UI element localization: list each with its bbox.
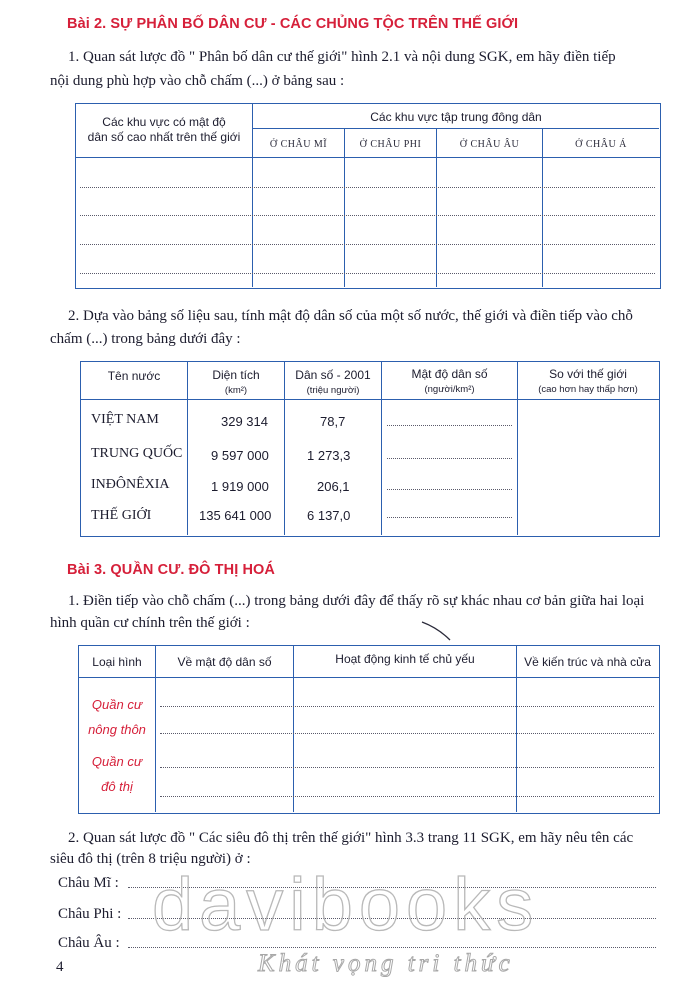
bai2-q2-line1: 2. Dựa vào bảng số liệu sau, tính mật độ dân số của một số nước, thế giới và điền tiếp vào chỗ <box>68 308 633 324</box>
table2-header-density-label: Mật độ dân số <box>411 367 488 381</box>
country-pop: 206,1 <box>317 479 350 494</box>
table2-header-density <box>382 367 517 397</box>
table1-vline <box>344 128 345 287</box>
bai2-q2-line2: chấm (...) trong bảng dưới đây : <box>50 331 241 347</box>
bai3-q1-line2: hình quần cư chính trên thế giới : <box>50 615 250 631</box>
table3-header-economy: Hoạt động kinh tế chủ yếu <box>335 652 475 666</box>
bai3-q1-line1: 1. Điền tiếp vào chỗ chấm (...) trong bảng dưới đây để thấy rõ sự khác nhau cơ bản giữa hai loại <box>68 593 645 609</box>
answer-label-chau-mi: Châu Mĩ : <box>58 875 119 891</box>
density-answer-line[interactable] <box>387 458 512 459</box>
answer-line[interactable] <box>80 273 655 274</box>
bai2-q1-line2: nội dung phù hợp vào chỗ chấm (...) ở bảng sau : <box>50 73 345 89</box>
answer-line[interactable] <box>80 244 655 245</box>
answer-line[interactable] <box>80 187 655 188</box>
table3-header-density: Về mật độ dân số <box>177 655 272 669</box>
country-area: 135 641 000 <box>199 508 272 523</box>
table3-header-type: Loại hình <box>92 655 142 669</box>
table2-header-area-label: Diện tích <box>212 368 260 382</box>
table3-header-architecture: Về kiến trúc và nhà cửa <box>524 655 651 669</box>
table1-header-line <box>75 157 660 158</box>
density-answer-line[interactable] <box>387 517 512 518</box>
table1-vline <box>252 103 253 287</box>
table1-col-chau-phi: Ở CHÂU PHI <box>359 139 422 150</box>
table2-header-compare <box>518 367 658 397</box>
pointer-mark <box>420 618 454 644</box>
watermark-slogan: Khát vọng tri thức <box>258 950 514 977</box>
table2-header-pop <box>285 368 381 398</box>
table1-col1-header-line2: dân số cao nhất trên thế giới <box>87 130 241 144</box>
watermark-brand: davibooks <box>152 863 540 946</box>
table3-vline <box>516 645 517 812</box>
bai2-q1-line1: 1. Quan sát lược đồ " Phân bố dân cư thế giới" hình 2.1 và nội dung SGK, em hãy điền tiếp <box>68 49 616 65</box>
rural-label-line2: nông thôn <box>88 722 146 737</box>
country-name: TRUNG QUỐC <box>91 446 183 461</box>
table1-col1-header <box>76 115 252 145</box>
table2-header-area <box>188 368 284 398</box>
answer-label-chau-au: Châu Âu : <box>58 935 120 951</box>
country-pop: 78,7 <box>320 414 346 429</box>
country-pop: 1 273,3 <box>307 448 351 463</box>
country-pop: 6 137,0 <box>307 508 351 523</box>
table2-header-name: Tên nước <box>107 369 161 383</box>
bai3-q2-line2: siêu đô thị (trên 8 triệu người) ở : <box>50 851 251 867</box>
answer-line[interactable] <box>80 215 655 216</box>
country-name: INĐÔNÊXIA <box>91 477 170 492</box>
urban-label-line1: Quần cư <box>91 754 143 769</box>
urban-settlement-label <box>79 749 155 799</box>
table2-header-area-unit: (km²) <box>224 385 248 396</box>
answer-line[interactable] <box>160 733 654 734</box>
table2-header-compare-label: So với thế giới <box>549 367 627 381</box>
density-answer-line[interactable] <box>387 425 512 426</box>
table1-vline <box>436 128 437 287</box>
bai3-q2-line1: 2. Quan sát lược đồ " Các siêu đô thị trên thế giới" hình 3.3 trang 11 SGK, em hãy nêu tên các <box>68 830 634 846</box>
answer-line[interactable] <box>160 796 654 797</box>
table1-col1-header-line1: Các khu vực có mật độ <box>102 115 226 129</box>
table2-header-pop-label: Dân số - 2001 <box>295 368 371 382</box>
table2-header-line <box>80 399 659 400</box>
table2-header-compare-unit: (cao hơn hay thấp hơn) <box>538 384 638 395</box>
country-name: VIỆT NAM <box>91 412 159 427</box>
answer-line[interactable] <box>160 706 654 707</box>
table2-header-density-unit: (người/km²) <box>424 384 475 395</box>
table3-header-line <box>78 677 659 678</box>
table3-border <box>78 645 660 814</box>
rural-label-line1: Quần cư <box>91 697 143 712</box>
density-answer-line[interactable] <box>387 489 512 490</box>
bai3-title: Bài 3. QUẦN CƯ. ĐÔ THỊ HOÁ <box>67 562 275 578</box>
bai2-title: Bài 2. SỰ PHÂN BỐ DÂN CƯ - CÁC CHỦNG TỘC TRÊN THẾ GIỚI <box>67 16 519 32</box>
table1-col-chau-au: Ở CHÂU ÂU <box>459 139 520 150</box>
country-name: THẾ GIỚI <box>91 508 152 523</box>
table2-header-pop-unit: (triệu người) <box>306 385 360 396</box>
country-area: 1 919 000 <box>211 479 269 494</box>
country-area: 9 597 000 <box>211 448 269 463</box>
page-number: 4 <box>56 959 64 975</box>
urban-label-line2: đô thị <box>101 779 133 794</box>
table1-group-header: Các khu vực tập trung đông dân <box>370 110 542 124</box>
answer-line-chau-au[interactable] <box>128 947 656 948</box>
table3-vline <box>155 645 156 812</box>
table3-vline <box>293 645 294 812</box>
country-area: 329 314 <box>221 414 268 429</box>
rural-settlement-label <box>79 692 155 742</box>
table1-col-chau-a: Ở CHÂU Á <box>575 139 627 150</box>
table1-vline <box>542 128 543 287</box>
table1-subheader-line <box>253 128 659 129</box>
table1-col-chau-mi: Ở CHÂU MĨ <box>269 139 328 150</box>
answer-label-chau-phi: Châu Phi : <box>58 906 122 922</box>
answer-line[interactable] <box>160 767 654 768</box>
